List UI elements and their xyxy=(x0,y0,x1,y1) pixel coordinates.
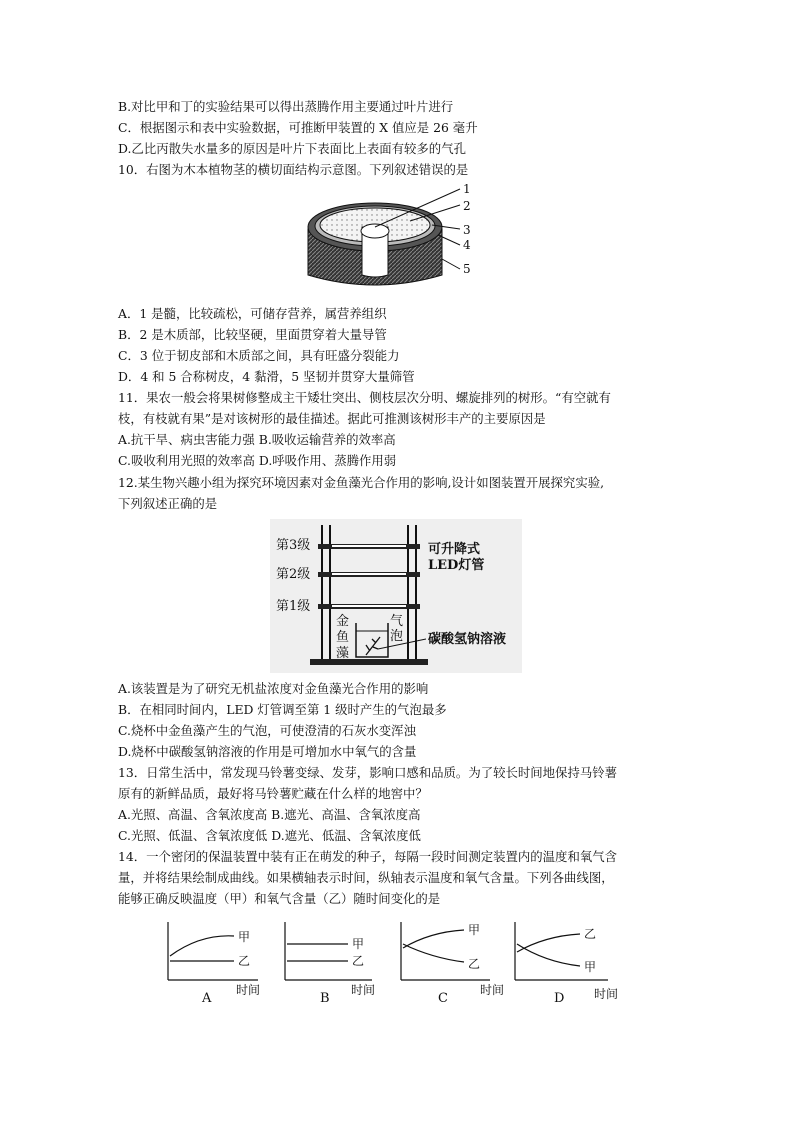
q14-graphs-figure xyxy=(160,914,630,1006)
level-3-label: 第3级 xyxy=(276,538,311,553)
q14-stem-2: 量，并将结果绘制成曲线。如果横轴表示时间，纵轴表示温度和氧气含量。下列各曲线图， xyxy=(118,870,614,885)
q9-option-d: D.乙比丙散失水量多的原因是叶片下表面比上表面有较多的气孔 xyxy=(118,141,466,156)
q11-stem-2: 枝，有枝就有果”是对该树形的最佳描述。据此可推测该树形丰产的主要原因是 xyxy=(118,411,546,426)
q11-options-cd: C.吸收利用光照的效率高 D.呼吸作用、蒸腾作用弱 xyxy=(118,453,397,468)
pith xyxy=(361,224,389,238)
solution-label: 碳酸氢钠溶液 xyxy=(428,632,507,647)
graph-d-axis-label: 时间 xyxy=(594,987,619,1001)
q13-stem-1: 13．日常生活中，常发现马铃薯变绿、发芽，影响口感和品质。为了较长时间地保持马铃薯 xyxy=(118,765,618,780)
led-apparatus-figure xyxy=(270,519,522,673)
q11-options-ab: A.抗干旱、病虫害能力强 B.吸收运输营养的效率高 xyxy=(118,432,396,447)
graph-a-top-label: 甲 xyxy=(238,930,251,944)
graph-c-axis-label: 时间 xyxy=(480,983,505,997)
level-2-label: 第2级 xyxy=(276,567,311,582)
label-3: 3 xyxy=(463,223,471,237)
graph-b-bottom-label: 乙 xyxy=(352,954,365,968)
graph-c-bottom-label: 乙 xyxy=(468,957,481,971)
bubble-label-2: 泡 xyxy=(390,629,404,644)
led-label-1: 可升降式 xyxy=(428,542,481,557)
graph-c-letter: C xyxy=(438,991,448,1006)
q14-stem-1: 14．一个密闭的保温装置中装有正在萌发的种子，每隔一段时间测定装置内的温度和氧气含 xyxy=(118,849,618,864)
label-4: 4 xyxy=(463,238,471,252)
q12-option-c: C.烧杯中金鱼藻产生的气泡，可使澄清的石灰水变浑浊 xyxy=(118,723,416,738)
graph-a-axis-label: 时间 xyxy=(236,983,261,997)
q11-stem-1: 11．果农一般会将果树修整成主干矮壮突出、侧枝层次分明、螺旋排列的树形。“有空就有 xyxy=(118,390,611,405)
graph-b xyxy=(285,922,375,1006)
q14-stem-3: 能够正确反映温度（甲）和氧气含量（乙）随时间变化的是 xyxy=(118,891,441,906)
graph-a xyxy=(168,922,260,1006)
q9-option-c: C．根据图示和表中实验数据，可推断甲装置的 X 值应是 26 毫升 xyxy=(118,120,478,135)
plant-label-3: 藻 xyxy=(336,646,350,661)
bubble-label-1: 气 xyxy=(390,614,404,629)
led-label-2: LED灯管 xyxy=(428,558,485,573)
graph-c-top-label: 甲 xyxy=(468,923,481,937)
q10-option-c: C．3 位于韧皮部和木质部之间，具有旺盛分裂能力 xyxy=(118,348,400,363)
graph-c xyxy=(401,922,504,1006)
level-1-label: 第1级 xyxy=(276,599,311,614)
graph-b-letter: B xyxy=(320,991,330,1006)
q12-option-d: D.烧杯中碳酸氢钠溶液的作用是可增加水中氧气的含量 xyxy=(118,744,417,759)
graph-d-letter: D xyxy=(554,991,565,1006)
graph-d-bottom-label: 甲 xyxy=(584,960,597,974)
graph-a-letter: A xyxy=(202,991,212,1006)
label-5: 5 xyxy=(463,262,471,276)
q13-options-ab: A.光照、高温、含氧浓度高 B.遮光、高温、含氧浓度高 xyxy=(118,807,421,822)
q9-option-b: B.对比甲和丁的实验结果可以得出蒸腾作用主要通过叶片进行 xyxy=(118,99,454,114)
graph-d xyxy=(515,922,618,1006)
plant-label-1: 金 xyxy=(336,614,350,629)
label-1: 1 xyxy=(463,183,471,196)
graph-a-bottom-label: 乙 xyxy=(238,954,251,968)
q10-stem: 10．右图为木本植物茎的横切面结构示意图。下列叙述错误的是 xyxy=(118,162,469,177)
q13-options-cd: C.光照、低温、含氧浓度低 D.遮光、低温、含氧浓度低 xyxy=(118,828,421,843)
q13-stem-2: 原有的新鲜品质，最好将马铃薯贮藏在什么样的地窖中？ xyxy=(118,786,428,801)
graph-b-top-label: 甲 xyxy=(352,937,365,951)
graph-d-top-label: 乙 xyxy=(584,927,597,941)
q12-stem-1: 12.某生物兴趣小组为探究环境因素对金鱼藻光合作用的影响,设计如图装置开展探究实验, xyxy=(118,475,605,490)
q10-option-d: D．4 和 5 合称树皮，4 黏滑，5 坚韧并贯穿大量筛管 xyxy=(118,369,415,384)
q12-option-a: A.该装置是为了研究无机盐浓度对金鱼藻光合作用的影响 xyxy=(118,681,429,696)
plant-label-2: 鱼 xyxy=(336,630,350,645)
q12-option-b: B．在相同时间内，LED 灯管调至第 1 级时产生的气泡最多 xyxy=(118,702,447,717)
stem-cross-section-figure xyxy=(300,183,490,291)
q12-stem-2: 下列叙述正确的是 xyxy=(118,496,218,511)
q10-option-a: A．1 是髓，比较疏松，可储存营养，属营养组织 xyxy=(118,306,387,321)
label-2: 2 xyxy=(463,199,471,213)
q10-option-b: B．2 是木质部，比较坚硬，里面贯穿着大量导管 xyxy=(118,327,387,342)
graph-b-axis-label: 时间 xyxy=(351,983,376,997)
